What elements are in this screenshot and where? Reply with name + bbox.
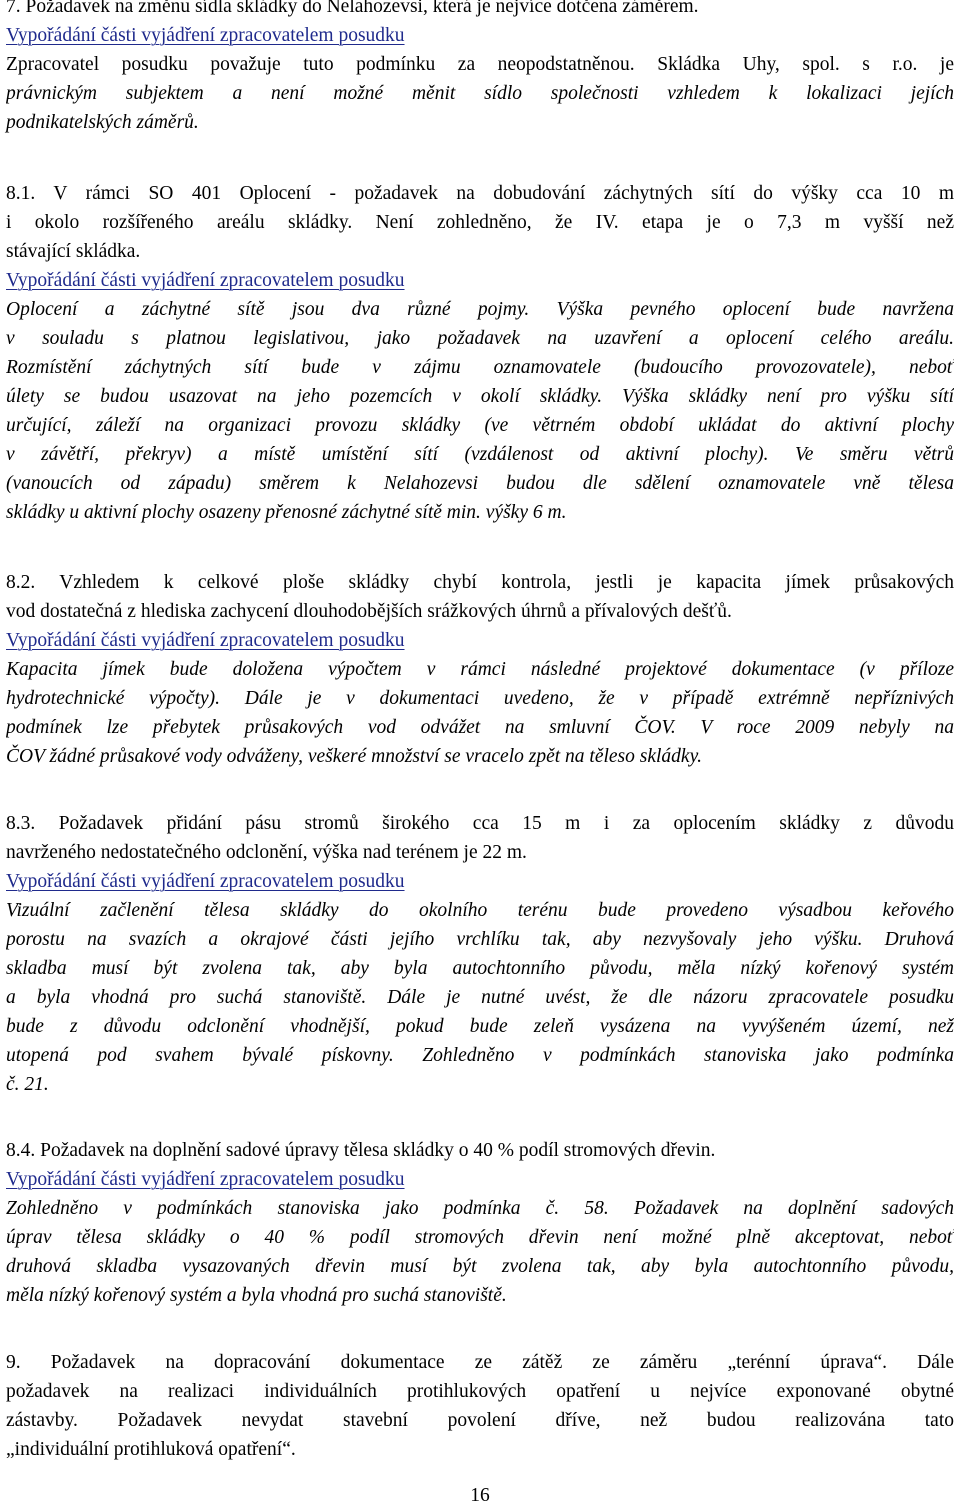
requirement-8-4: 8.4. Požadavek na doplnění sadové úpravy tělesa skládky o 40 % podíl stromových dřevin.: [6, 1140, 716, 1161]
requirement-8-3-line-2: navrženého nedostatečného odclonění, výška nad terénem je 22 m.: [6, 842, 527, 863]
item-8-3: [6, 809, 954, 1099]
response-8-1-line-8: skládky u aktivní plochy osazeny přenosné záchytné sítě min. výšky 6 m.: [6, 502, 567, 523]
response-8-1-line-4: úlety se budou usazovat na jeho pozemcích v okolí skládky. Výška skládky není pro výšku sítí: [6, 386, 954, 407]
item-9: [6, 1348, 954, 1464]
item-7: [6, 0, 954, 137]
response-8-2-line-4: ČOV žádné průsakové vody odváženy, veškeré množství se vracelo zpět na těleso skládky.: [6, 746, 703, 767]
requirement-7: 7. Požadavek na změnu sídla skládky do Nelahozevsi, která je nejvíce dotčena záměrem.: [6, 0, 699, 17]
item-8-4: [6, 1136, 954, 1310]
requirement-9-line-1: 9. Požadavek na dopracování dokumentace ze zátěž ze záměru „terénní úprava“. Dále: [6, 1352, 954, 1373]
response-8-1-line-1: Oplocení a záchytné sítě jsou dva různé pojmy. Výška pevného oplocení bude navržena: [6, 299, 954, 320]
response-8-2-line-1: Kapacita jímek bude doložena výpočtem v rámci následné projektové dokumentace (v příloze: [6, 659, 954, 680]
response-heading-7: Vypořádání části vyjádření zpracovatelem posudku: [6, 25, 405, 46]
response-8-3-line-5: bude z důvodu odclonění vhodnější, pokud bude zeleň vysázena na vyvýšeném území, než: [6, 1016, 954, 1037]
response-heading-8-3: Vypořádání části vyjádření zpracovatelem posudku: [6, 871, 405, 892]
item-8-1: [6, 179, 954, 527]
response-8-3-line-3: skladba musí být zvolena tak, aby byla autochtonního původu, měla nízký kořenový systém: [6, 958, 954, 979]
requirement-8-1-line-1: 8.1. V rámci SO 401 Oplocení - požadavek na dobudování záchytných sítí do výšky cca 10 m: [6, 183, 954, 204]
requirement-8-1-line-2: i okolo rozšířeného areálu skládky. Není zohledněno, že IV. etapa je o 7,3 m vyšší než: [6, 212, 954, 233]
response-8-1-line-7: (vanoucích od západu) směrem k Nelahozevsi budou dle sdělení oznamovatele vně tělesa: [6, 473, 954, 494]
response-8-4-line-3: druhová skladba vysazovaných dřevin musí být zvolena tak, aby byla autochtonního původu,: [6, 1256, 954, 1277]
response-heading-8-2: Vypořádání části vyjádření zpracovatelem posudku: [6, 630, 405, 651]
requirement-9-line-2: požadavek na realizaci individuálních protihlukových opatření u nejvíce exponované obytné: [6, 1381, 954, 1402]
response-8-3-line-6: utopená pod svahem bývalé pískovny. Zohledněno v podmínkách stanoviska jako podmínka: [6, 1045, 954, 1066]
response-7-line-2: právnickým subjektem a není možné měnit sídlo společnosti vzhledem k lokalizaci jejích: [6, 83, 954, 104]
requirement-8-1-line-3: stávající skládka.: [6, 241, 141, 262]
requirement-9-line-4: „individuální protihluková opatření“.: [6, 1439, 296, 1460]
response-8-1-line-5: určující, záleží na organizaci provozu skládky (ve větrném období ukládat do aktivní plochy: [6, 415, 954, 436]
response-7-line-3: podnikatelských záměrů.: [6, 112, 199, 133]
response-8-1-line-3: Rozmístění záchytných sítí bude v zájmu oznamovatele (budoucího provozovatele), neboť: [6, 357, 954, 378]
requirement-8-2-line-2: vod dostatečná z hlediska zachycení dlouhodobějších srážkových úhrnů a přívalových dešťů.: [6, 601, 732, 622]
response-8-2-line-2: hydrotechnické výpočty). Dále je v dokumentaci uvedeno, že v případě extrémně nepříznivých: [6, 688, 954, 709]
response-8-1-line-6: v závětří, překryv) a místě umístění sítí (vzdálenost od aktivní plochy). Ve směru větrů: [6, 444, 954, 465]
item-8-2: [6, 568, 954, 771]
page-number: 16: [470, 1485, 490, 1506]
requirement-8-3-line-1: 8.3. Požadavek přidání pásu stromů širokého cca 15 m i za oplocením skládky z důvodu: [6, 813, 954, 834]
response-8-4-line-2: úprav tělesa skládky o 40 % podíl stromových dřevin není možné plně akceptovat, neboť: [6, 1227, 954, 1248]
response-8-3-line-2: porostu na svazích a okrajové části jejího vrchlíku tak, aby nezvyšovaly jeho výšku. Druhová: [6, 929, 954, 950]
response-8-3-line-7: č. 21.: [6, 1074, 49, 1095]
response-heading-8-4: Vypořádání části vyjádření zpracovatelem posudku: [6, 1169, 405, 1190]
response-7-line-1: Zpracovatel posudku považuje tuto podmínku za neopodstatněnou. Skládka Uhy, spol. s r.o. je: [6, 54, 954, 75]
response-heading-8-1: Vypořádání části vyjádření zpracovatelem posudku: [6, 270, 405, 291]
requirement-8-2-line-1: 8.2. Vzhledem k celkové ploše skládky chybí kontrola, jestli je kapacita jímek průsakových: [6, 572, 954, 593]
response-8-3-line-1: Vizuální začlenění tělesa skládky do okolního terénu bude provedeno výsadbou keřového: [6, 900, 954, 921]
response-8-2-line-3: podmínek lze přebytek průsakových vod odvážet na smluvní ČOV. V roce 2009 nebyly na: [6, 717, 954, 738]
response-8-4-line-1: Zohledněno v podmínkách stanoviska jako podmínka č. 58. Požadavek na doplnění sadových: [6, 1198, 954, 1219]
response-8-3-line-4: a byla vhodná pro suchá stanoviště. Dále je nutné uvést, že dle názoru zpracovatele posudku: [6, 987, 954, 1008]
requirement-9-line-3: zástavby. Požadavek nevydat stavební povolení dříve, než budou realizována tato: [6, 1410, 954, 1431]
response-8-1-line-2: v souladu s platnou legislativou, jako požadavek na uzavření a oplocení celého areálu.: [6, 328, 954, 349]
response-8-4-line-4: měla nízký kořenový systém a byla vhodná pro suchá stanoviště.: [6, 1285, 507, 1306]
